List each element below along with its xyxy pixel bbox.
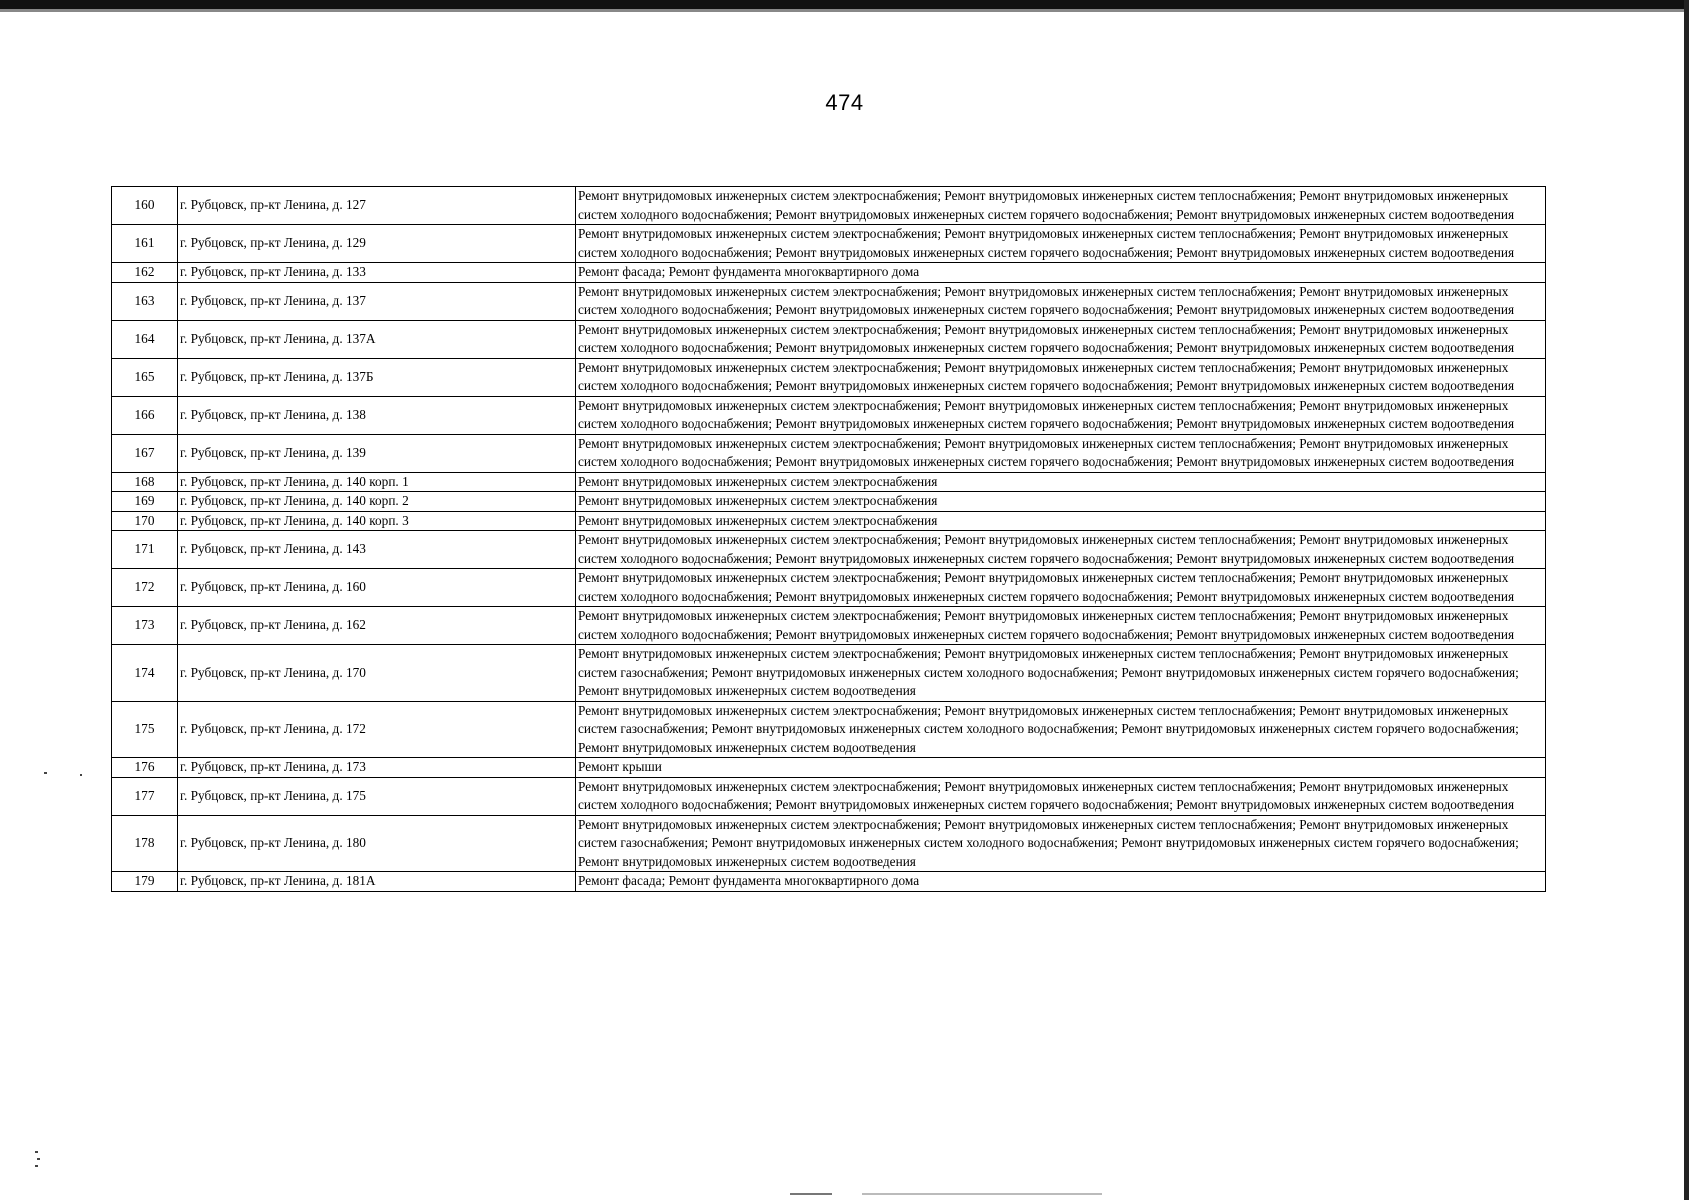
- row-works: Ремонт внутридомовых инженерных систем электроснабжения; Ремонт внутридомовых инженерных систем теплоснабжения; Ремонт внутридомовых инженерных систем холодного водоснабжения; Ремонт внутридомовых инженерных систем горячего водоснабжения; Ремонт внутридомовых инженерных систем водоотведения: [576, 187, 1546, 225]
- row-address: г. Рубцовск, пр-кт Ленина, д. 140 корп. 1: [178, 472, 576, 492]
- row-number: 167: [112, 434, 178, 472]
- scan-bottom-mark: [862, 1193, 1102, 1195]
- row-number: 165: [112, 358, 178, 396]
- row-number: 176: [112, 758, 178, 778]
- row-number: 162: [112, 263, 178, 283]
- table-row: [112, 225, 1546, 263]
- repair-works-table: [111, 186, 1546, 892]
- table-row: [112, 777, 1546, 815]
- row-works: Ремонт крыши: [576, 758, 1546, 778]
- row-number: 163: [112, 282, 178, 320]
- table-row: [112, 511, 1546, 531]
- row-number: 171: [112, 531, 178, 569]
- table-row: [112, 492, 1546, 512]
- table-row: [112, 531, 1546, 569]
- row-address: г. Рубцовск, пр-кт Ленина, д. 137: [178, 282, 576, 320]
- scan-speck: [37, 1158, 40, 1160]
- table-row: [112, 282, 1546, 320]
- table-row: [112, 701, 1546, 758]
- row-works: Ремонт внутридомовых инженерных систем электроснабжения; Ремонт внутридомовых инженерных систем теплоснабжения; Ремонт внутридомовых инженерных систем холодного водоснабжения; Ремонт внутридомовых инженерных систем горячего водоснабжения; Ремонт внутридомовых инженерных систем водоотведения: [576, 607, 1546, 645]
- row-number: 161: [112, 225, 178, 263]
- table-row: [112, 607, 1546, 645]
- row-works: Ремонт внутридомовых инженерных систем электроснабжения; Ремонт внутридомовых инженерных систем теплоснабжения; Ремонт внутридомовых инженерных систем холодного водоснабжения; Ремонт внутридомовых инженерных систем горячего водоснабжения; Ремонт внутридомовых инженерных систем водоотведения: [576, 777, 1546, 815]
- row-number: 164: [112, 320, 178, 358]
- row-address: г. Рубцовск, пр-кт Ленина, д. 138: [178, 396, 576, 434]
- table-row: [112, 396, 1546, 434]
- table-row: [112, 320, 1546, 358]
- table-row: [112, 358, 1546, 396]
- row-address: г. Рубцовск, пр-кт Ленина, д. 137Б: [178, 358, 576, 396]
- scan-right-edge: [1684, 0, 1689, 1200]
- row-address: г. Рубцовск, пр-кт Ленина, д. 140 корп. 2: [178, 492, 576, 512]
- repair-works-table-body: [112, 187, 1546, 892]
- row-address: г. Рубцовск, пр-кт Ленина, д. 137А: [178, 320, 576, 358]
- page-number: 474: [825, 90, 864, 115]
- row-works: Ремонт внутридомовых инженерных систем электроснабжения; Ремонт внутридомовых инженерных систем теплоснабжения; Ремонт внутридомовых инженерных систем холодного водоснабжения; Ремонт внутридомовых инженерных систем горячего водоснабжения; Ремонт внутридомовых инженерных систем водоотведения: [576, 531, 1546, 569]
- row-address: г. Рубцовск, пр-кт Ленина, д. 173: [178, 758, 576, 778]
- row-address: г. Рубцовск, пр-кт Ленина, д. 181А: [178, 872, 576, 892]
- row-address: г. Рубцовск, пр-кт Ленина, д. 162: [178, 607, 576, 645]
- row-works: Ремонт внутридомовых инженерных систем электроснабжения; Ремонт внутридомовых инженерных систем теплоснабжения; Ремонт внутридомовых инженерных систем газоснабжения; Ремонт внутридомовых инженерных систем холодного водоснабжения; Ремонт внутридомовых инженерных систем горячего водоснабжения; Ремонт внутридомовых инженерных систем водоотведения: [576, 815, 1546, 872]
- table-row: [112, 758, 1546, 778]
- row-works: Ремонт внутридомовых инженерных систем электроснабжения; Ремонт внутридомовых инженерных систем теплоснабжения; Ремонт внутридомовых инженерных систем холодного водоснабжения; Ремонт внутридомовых инженерных систем горячего водоснабжения; Ремонт внутридомовых инженерных систем водоотведения: [576, 225, 1546, 263]
- row-works: Ремонт внутридомовых инженерных систем электроснабжения; Ремонт внутридомовых инженерных систем теплоснабжения; Ремонт внутридомовых инженерных систем холодного водоснабжения; Ремонт внутридомовых инженерных систем горячего водоснабжения; Ремонт внутридомовых инженерных систем водоотведения: [576, 358, 1546, 396]
- row-number: 160: [112, 187, 178, 225]
- scan-speck: [44, 772, 47, 774]
- scan-speck: [80, 774, 82, 776]
- row-number: 169: [112, 492, 178, 512]
- row-address: г. Рубцовск, пр-кт Ленина, д. 180: [178, 815, 576, 872]
- scan-top-edge: [0, 0, 1689, 9]
- row-address: г. Рубцовск, пр-кт Ленина, д. 139: [178, 434, 576, 472]
- row-works: Ремонт фасада; Ремонт фундамента многоквартирного дома: [576, 872, 1546, 892]
- row-works: Ремонт внутридомовых инженерных систем электроснабжения; Ремонт внутридомовых инженерных систем теплоснабжения; Ремонт внутридомовых инженерных систем холодного водоснабжения; Ремонт внутридомовых инженерных систем горячего водоснабжения; Ремонт внутридомовых инженерных систем водоотведения: [576, 396, 1546, 434]
- row-works: Ремонт внутридомовых инженерных систем электроснабжения; Ремонт внутридомовых инженерных систем теплоснабжения; Ремонт внутридомовых инженерных систем газоснабжения; Ремонт внутридомовых инженерных систем холодного водоснабжения; Ремонт внутридомовых инженерных систем горячего водоснабжения; Ремонт внутридомовых инженерных систем водоотведения: [576, 701, 1546, 758]
- table-row: [112, 187, 1546, 225]
- row-number: 168: [112, 472, 178, 492]
- table-row: [112, 569, 1546, 607]
- row-address: г. Рубцовск, пр-кт Ленина, д. 172: [178, 701, 576, 758]
- row-works: Ремонт внутридомовых инженерных систем электроснабжения; Ремонт внутридомовых инженерных систем теплоснабжения; Ремонт внутридомовых инженерных систем газоснабжения; Ремонт внутридомовых инженерных систем холодного водоснабжения; Ремонт внутридомовых инженерных систем горячего водоснабжения; Ремонт внутридомовых инженерных систем водоотведения: [576, 645, 1546, 702]
- table-row: [112, 815, 1546, 872]
- row-number: 170: [112, 511, 178, 531]
- row-address: г. Рубцовск, пр-кт Ленина, д. 133: [178, 263, 576, 283]
- scan-bottom-mark: [790, 1193, 832, 1195]
- row-address: г. Рубцовск, пр-кт Ленина, д. 127: [178, 187, 576, 225]
- scan-top-shadow: [0, 9, 1689, 12]
- scan-speck: [35, 1151, 38, 1153]
- row-address: г. Рубцовск, пр-кт Ленина, д. 160: [178, 569, 576, 607]
- row-number: 178: [112, 815, 178, 872]
- row-address: г. Рубцовск, пр-кт Ленина, д. 129: [178, 225, 576, 263]
- table-row: [112, 434, 1546, 472]
- row-address: г. Рубцовск, пр-кт Ленина, д. 143: [178, 531, 576, 569]
- row-number: 174: [112, 645, 178, 702]
- row-address: г. Рубцовск, пр-кт Ленина, д. 175: [178, 777, 576, 815]
- table-row: [112, 872, 1546, 892]
- scan-speck: [35, 1165, 38, 1167]
- row-works: Ремонт внутридомовых инженерных систем электроснабжения: [576, 492, 1546, 512]
- row-address: г. Рубцовск, пр-кт Ленина, д. 170: [178, 645, 576, 702]
- row-works: Ремонт фасада; Ремонт фундамента многоквартирного дома: [576, 263, 1546, 283]
- row-number: 177: [112, 777, 178, 815]
- table-row: [112, 263, 1546, 283]
- row-works: Ремонт внутридомовых инженерных систем электроснабжения: [576, 472, 1546, 492]
- row-number: 179: [112, 872, 178, 892]
- row-works: Ремонт внутридомовых инженерных систем электроснабжения: [576, 511, 1546, 531]
- table-row: [112, 472, 1546, 492]
- row-number: 173: [112, 607, 178, 645]
- row-works: Ремонт внутридомовых инженерных систем электроснабжения; Ремонт внутридомовых инженерных систем теплоснабжения; Ремонт внутридомовых инженерных систем холодного водоснабжения; Ремонт внутридомовых инженерных систем горячего водоснабжения; Ремонт внутридомовых инженерных систем водоотведения: [576, 569, 1546, 607]
- row-number: 175: [112, 701, 178, 758]
- table-row: [112, 645, 1546, 702]
- row-works: Ремонт внутридомовых инженерных систем электроснабжения; Ремонт внутридомовых инженерных систем теплоснабжения; Ремонт внутридомовых инженерных систем холодного водоснабжения; Ремонт внутридомовых инженерных систем горячего водоснабжения; Ремонт внутридомовых инженерных систем водоотведения: [576, 320, 1546, 358]
- row-number: 166: [112, 396, 178, 434]
- row-works: Ремонт внутридомовых инженерных систем электроснабжения; Ремонт внутридомовых инженерных систем теплоснабжения; Ремонт внутридомовых инженерных систем холодного водоснабжения; Ремонт внутридомовых инженерных систем горячего водоснабжения; Ремонт внутридомовых инженерных систем водоотведения: [576, 434, 1546, 472]
- row-number: 172: [112, 569, 178, 607]
- row-address: г. Рубцовск, пр-кт Ленина, д. 140 корп. 3: [178, 511, 576, 531]
- row-works: Ремонт внутридомовых инженерных систем электроснабжения; Ремонт внутридомовых инженерных систем теплоснабжения; Ремонт внутридомовых инженерных систем холодного водоснабжения; Ремонт внутридомовых инженерных систем горячего водоснабжения; Ремонт внутридомовых инженерных систем водоотведения: [576, 282, 1546, 320]
